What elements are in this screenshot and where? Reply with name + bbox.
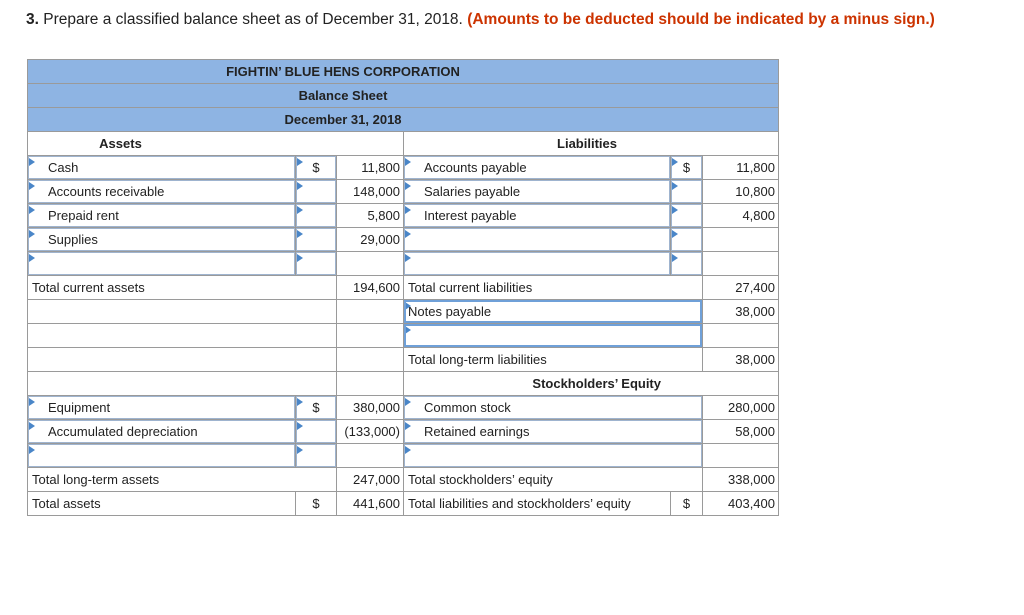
liability-label-input[interactable] <box>404 228 671 252</box>
company-name: FIGHTIN’ BLUE HENS CORPORATION <box>28 60 779 84</box>
total-assets-label: Total assets <box>28 492 296 516</box>
dollar-sign-input[interactable] <box>671 228 703 252</box>
equity-amount[interactable]: 280,000 <box>703 396 779 420</box>
dollar-sign-input[interactable]: $ <box>296 156 337 180</box>
assets-heading: Assets <box>28 132 404 156</box>
table-row <box>28 252 779 276</box>
empty-cell <box>28 348 337 372</box>
empty-cell <box>337 372 404 396</box>
table-row <box>28 180 779 204</box>
notes-payable-label-input[interactable]: Notes payable <box>404 300 703 324</box>
empty-cell <box>28 372 337 396</box>
table-row <box>28 276 779 300</box>
total-long-term-assets-label: Total long-term assets <box>28 468 337 492</box>
dollar-sign-input[interactable] <box>296 252 337 276</box>
dollar-sign-input[interactable] <box>296 204 337 228</box>
liability-amount[interactable]: 11,800 <box>703 156 779 180</box>
asset-label-input[interactable] <box>28 444 296 468</box>
liability-label-input[interactable]: Interest payable <box>404 204 671 228</box>
total-long-term-liabilities-label: Total long-term liabilities <box>404 348 703 372</box>
question-text: Prepare a classified balance sheet as of December 31, 2018. <box>43 11 463 28</box>
question-note: (Amounts to be deducted should be indicated by a minus sign.) <box>467 11 935 28</box>
liability-label-input[interactable]: Accounts payable <box>404 156 671 180</box>
table-row <box>28 156 779 180</box>
asset-amount[interactable]: (133,000) <box>337 420 404 444</box>
table-row <box>28 228 779 252</box>
statement-date: December 31, 2018 <box>28 108 779 132</box>
stockholders-equity-heading: Stockholders’ Equity <box>404 372 779 396</box>
total-stockholders-equity-amount[interactable]: 338,000 <box>703 468 779 492</box>
total-liabilities-equity-label: Total liabilities and stockholders’ equity <box>404 492 671 516</box>
dollar-sign-input[interactable] <box>296 444 337 468</box>
table-row <box>28 300 779 324</box>
equity-label-input[interactable]: Retained earnings <box>404 420 703 444</box>
dollar-sign-input[interactable] <box>671 204 703 228</box>
equity-label-input[interactable] <box>404 444 703 468</box>
empty-cell <box>337 300 404 324</box>
asset-amount[interactable]: 380,000 <box>337 396 404 420</box>
statement-title: Balance Sheet <box>28 84 779 108</box>
balance-sheet-table <box>27 59 779 516</box>
asset-amount[interactable] <box>337 444 404 468</box>
header-row-date <box>28 108 779 132</box>
table-row <box>28 420 779 444</box>
equity-amount[interactable]: 58,000 <box>703 420 779 444</box>
long-term-liability-amount[interactable] <box>703 324 779 348</box>
header-row-statement <box>28 84 779 108</box>
header-row-company <box>28 60 779 84</box>
table-row <box>28 324 779 348</box>
asset-amount[interactable]: 29,000 <box>337 228 404 252</box>
asset-label-input[interactable]: Accounts receivable <box>28 180 296 204</box>
total-current-liabilities-label: Total current liabilities <box>404 276 703 300</box>
asset-label-input[interactable]: Prepaid rent <box>28 204 296 228</box>
long-term-liability-label-input[interactable] <box>404 324 703 348</box>
total-current-assets-label: Total current assets <box>28 276 337 300</box>
section-headings-row <box>28 132 779 156</box>
dollar-sign-input[interactable] <box>296 420 337 444</box>
dollar-sign-input[interactable] <box>671 180 703 204</box>
dollar-sign-input[interactable]: $ <box>671 156 703 180</box>
empty-cell <box>28 324 337 348</box>
dollar-sign-input[interactable]: $ <box>296 396 337 420</box>
table-row <box>28 396 779 420</box>
table-row <box>28 468 779 492</box>
table-row <box>28 348 779 372</box>
dollar-sign-input[interactable] <box>671 252 703 276</box>
total-stockholders-equity-label: Total stockholders’ equity <box>404 468 703 492</box>
liability-amount[interactable]: 4,800 <box>703 204 779 228</box>
liabilities-heading: Liabilities <box>404 132 779 156</box>
total-long-term-liabilities-amount[interactable]: 38,000 <box>703 348 779 372</box>
notes-payable-amount[interactable]: 38,000 <box>703 300 779 324</box>
equity-label-input[interactable]: Common stock <box>404 396 703 420</box>
asset-amount[interactable]: 148,000 <box>337 180 404 204</box>
question-number: 3. <box>26 11 39 28</box>
table-row <box>28 444 779 468</box>
total-long-term-assets-amount[interactable]: 247,000 <box>337 468 404 492</box>
empty-cell <box>28 300 337 324</box>
table-row <box>28 492 779 516</box>
total-assets-dollar-sign: $ <box>296 492 337 516</box>
table-row <box>28 372 779 396</box>
total-current-assets-amount[interactable]: 194,600 <box>337 276 404 300</box>
total-current-liabilities-amount[interactable]: 27,400 <box>703 276 779 300</box>
table-row <box>28 204 779 228</box>
liability-label-input[interactable]: Salaries payable <box>404 180 671 204</box>
liability-label-input[interactable] <box>404 252 671 276</box>
total-liabilities-equity-dollar-sign: $ <box>671 492 703 516</box>
asset-amount[interactable]: 5,800 <box>337 204 404 228</box>
liability-amount[interactable] <box>703 228 779 252</box>
total-liabilities-equity-amount[interactable]: 403,400 <box>703 492 779 516</box>
equity-amount[interactable] <box>703 444 779 468</box>
question-prompt <box>26 11 935 29</box>
dollar-sign-input[interactable] <box>296 228 337 252</box>
asset-label-input[interactable]: Equipment <box>28 396 296 420</box>
asset-label-input[interactable]: Supplies <box>28 228 296 252</box>
asset-label-input[interactable]: Accumulated depreciation <box>28 420 296 444</box>
empty-cell <box>337 348 404 372</box>
asset-amount[interactable] <box>337 252 404 276</box>
dollar-sign-input[interactable] <box>296 180 337 204</box>
liability-amount[interactable]: 10,800 <box>703 180 779 204</box>
asset-label-input[interactable]: Cash <box>28 156 296 180</box>
asset-label-input[interactable] <box>28 252 296 276</box>
liability-amount[interactable] <box>703 252 779 276</box>
asset-amount[interactable]: 11,800 <box>337 156 404 180</box>
empty-cell <box>337 324 404 348</box>
total-assets-amount[interactable]: 441,600 <box>337 492 404 516</box>
